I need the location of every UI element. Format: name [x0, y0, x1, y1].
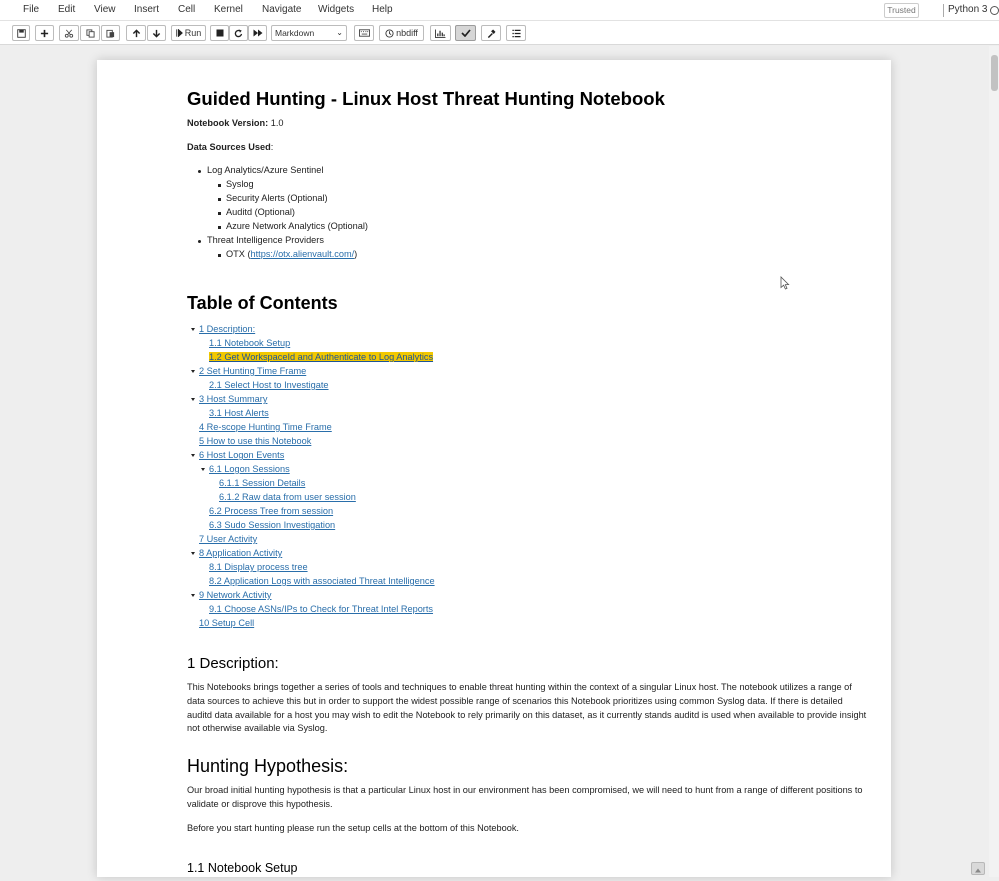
toc-link[interactable]: 3.1 Host Alerts: [209, 408, 269, 418]
toc-link[interactable]: 10 Setup Cell: [199, 618, 255, 628]
tools-button[interactable]: [481, 25, 501, 41]
toc-link[interactable]: 5 How to use this Notebook: [199, 436, 312, 446]
toc-link[interactable]: 8 Application Activity: [199, 548, 283, 558]
version-label: Notebook Version:: [187, 118, 269, 128]
caret-down-icon[interactable]: [191, 594, 195, 597]
toc-link[interactable]: 7 User Activity: [199, 534, 258, 544]
hammer-icon: [487, 29, 496, 38]
bullet: [218, 184, 221, 187]
caret-down-icon[interactable]: [191, 454, 195, 457]
nbdiff-icon: [385, 29, 394, 38]
toc-link[interactable]: 1 Description:: [199, 324, 256, 334]
toc-link[interactable]: 6.2 Process Tree from session: [209, 506, 334, 516]
triangle-up-icon: [972, 865, 984, 876]
bullet: [218, 212, 221, 215]
toc-link[interactable]: 6.1.2 Raw data from user session: [219, 492, 356, 502]
menu-cell[interactable]: Cell: [178, 4, 196, 15]
toggle-check-button[interactable]: [455, 25, 476, 41]
menu-kernel[interactable]: Kernel: [214, 4, 243, 15]
chart-button[interactable]: [430, 25, 451, 41]
toc-title: Table of Contents: [187, 293, 338, 313]
caret-down-icon[interactable]: [191, 370, 195, 373]
toc-link[interactable]: 9.1 Choose ASNs/IPs to Check for Threat Intel Reports: [209, 604, 434, 614]
data-sources-label: Data Sources Used: [187, 142, 271, 152]
page-title: Guided Hunting - Linux Host Threat Hunting Notebook: [187, 88, 665, 109]
kernel-idle-icon: [990, 6, 999, 15]
toolbar: [0, 21, 999, 45]
caret-down-icon[interactable]: [191, 328, 195, 331]
save-icon: [17, 29, 26, 38]
nbdiff-label: nbdiff: [396, 28, 418, 38]
arrow-down-icon: [152, 29, 161, 38]
otx-suffix: ): [354, 249, 358, 259]
list-item: Security Alerts (Optional): [226, 193, 328, 203]
caret-down-icon[interactable]: [191, 552, 195, 555]
setup-note: Before you start hunting please run the setup cells at the bottom of this Notebook.: [187, 823, 519, 833]
plus-icon: [40, 29, 49, 38]
version-value: 1.0: [270, 118, 284, 128]
toc-link[interactable]: 8.1 Display process tree: [209, 562, 308, 572]
restart-run-all-button[interactable]: [248, 25, 267, 41]
check-icon: [461, 29, 471, 37]
toc-link[interactable]: 4 Re-scope Hunting Time Frame: [199, 422, 332, 432]
save-button[interactable]: [12, 25, 30, 41]
cut-button[interactable]: [59, 25, 79, 41]
interrupt-button[interactable]: [210, 25, 229, 41]
hypothesis-heading: Hunting Hypothesis:: [187, 756, 349, 776]
trusted-badge[interactable]: Trusted: [884, 3, 919, 18]
bar-chart-icon: [435, 29, 446, 38]
chevron-down-icon: ⌄: [336, 28, 343, 37]
insert-cell-button[interactable]: [35, 25, 54, 41]
menu-view[interactable]: View: [94, 4, 116, 15]
toc-link[interactable]: 3 Host Summary: [199, 394, 268, 404]
caret-down-icon[interactable]: [201, 468, 205, 471]
bullet: [218, 254, 221, 257]
hypothesis-text: Our broad initial hunting hypothesis is that a particular Linux host in our environment has been compromised, we will need to hunt from a range of different positions to validate or disprove this hypothesis.: [187, 785, 863, 809]
restart-icon: [234, 29, 243, 38]
toc-link[interactable]: 8.2 Application Logs with associated Threat Intelligence: [209, 576, 435, 586]
arrow-up-icon: [132, 29, 141, 38]
description-text: This Notebooks brings together a series of tools and techniques to enable threat hunting within the context of a singular Linux host. The notebook utilizes a range of data sources to achieve this but in order to support the widest possible range of scenarios this Notebook prioritizes using common Syslog data. If there is detailed auditd data available for a host you may wish to edit the Notebook to rely primarily on this dataset, as it currently stands auditd is used when available to provide insight not otherwise available via Syslog.: [187, 682, 867, 734]
command-palette-button[interactable]: [354, 25, 374, 41]
move-down-button[interactable]: [147, 25, 166, 41]
scrollbar-thumb[interactable]: [991, 55, 998, 91]
bullet: [218, 226, 221, 229]
keyboard-icon: [359, 29, 370, 37]
toc-link[interactable]: 6 Host Logon Events: [199, 450, 285, 460]
move-up-button[interactable]: [126, 25, 146, 41]
toc-link[interactable]: 2 Set Hunting Time Frame: [199, 366, 307, 376]
otx-prefix: OTX (: [226, 249, 251, 259]
list-item: Azure Network Analytics (Optional): [226, 221, 368, 231]
list-item: Auditd (Optional): [226, 207, 295, 217]
scroll-to-top-button[interactable]: [971, 862, 985, 875]
data-sources-colon: :: [270, 142, 274, 152]
toc-link[interactable]: 6.1 Logon Sessions: [209, 464, 290, 474]
menu-insert[interactable]: Insert: [134, 4, 160, 15]
toc-toggle-button[interactable]: [506, 25, 526, 41]
menu-navigate[interactable]: Navigate: [262, 4, 302, 15]
toc-link[interactable]: 6.1.1 Session Details: [219, 478, 306, 488]
otx-link[interactable]: https://otx.alienvault.com/: [250, 249, 355, 259]
nbdiff-button[interactable]: [379, 25, 424, 41]
toc-link[interactable]: 1.1 Notebook Setup: [209, 338, 291, 348]
menu-help[interactable]: Help: [372, 4, 393, 15]
cut-icon: [64, 29, 74, 38]
description-heading: 1 Description:: [187, 655, 279, 672]
toc-link[interactable]: 6.3 Sudo Session Investigation: [209, 520, 336, 530]
cell-type-value: Markdown: [275, 28, 315, 38]
copy-button[interactable]: [80, 25, 100, 41]
run-button[interactable]: [171, 25, 206, 41]
toc-link[interactable]: 9 Network Activity: [199, 590, 272, 600]
mouse-cursor-icon: [780, 276, 790, 290]
run-icon: [176, 29, 183, 37]
run-label: Run: [184, 28, 202, 38]
stop-icon: [216, 29, 224, 37]
caret-down-icon[interactable]: [191, 398, 195, 401]
notebook-version: [187, 118, 284, 128]
list-item: [226, 249, 357, 259]
setup-heading: 1.1 Notebook Setup: [187, 861, 298, 875]
scrollbar-track[interactable]: [989, 46, 999, 877]
paste-icon: [106, 29, 115, 38]
menu-widgets[interactable]: Widgets: [318, 4, 355, 15]
restart-button[interactable]: [229, 25, 248, 41]
menubar: [0, 0, 999, 21]
bullet: [198, 170, 201, 173]
menu-edit[interactable]: Edit: [58, 4, 76, 15]
fast-forward-icon: [253, 29, 263, 37]
kernel-name[interactable]: Python 3: [948, 4, 988, 15]
list-item: Syslog: [226, 179, 254, 189]
notebook-panel: [97, 60, 891, 877]
bullet: [198, 240, 201, 243]
toc-link-active[interactable]: 1.2 Get WorkspaceId and Authenticate to Log Analytics: [209, 352, 434, 362]
paste-button[interactable]: [101, 25, 120, 41]
data-sources-heading: [187, 142, 273, 152]
list-item: Log Analytics/Azure Sentinel: [207, 165, 324, 175]
list-icon: [512, 29, 521, 38]
kernel-separator: [943, 4, 944, 17]
bullet: [218, 198, 221, 201]
toc-link[interactable]: 2.1 Select Host to Investigate: [209, 380, 329, 390]
cell-type-select[interactable]: [271, 25, 347, 41]
copy-icon: [86, 29, 95, 38]
list-item: Threat Intelligence Providers: [207, 235, 324, 245]
menu-file[interactable]: File: [23, 4, 40, 15]
